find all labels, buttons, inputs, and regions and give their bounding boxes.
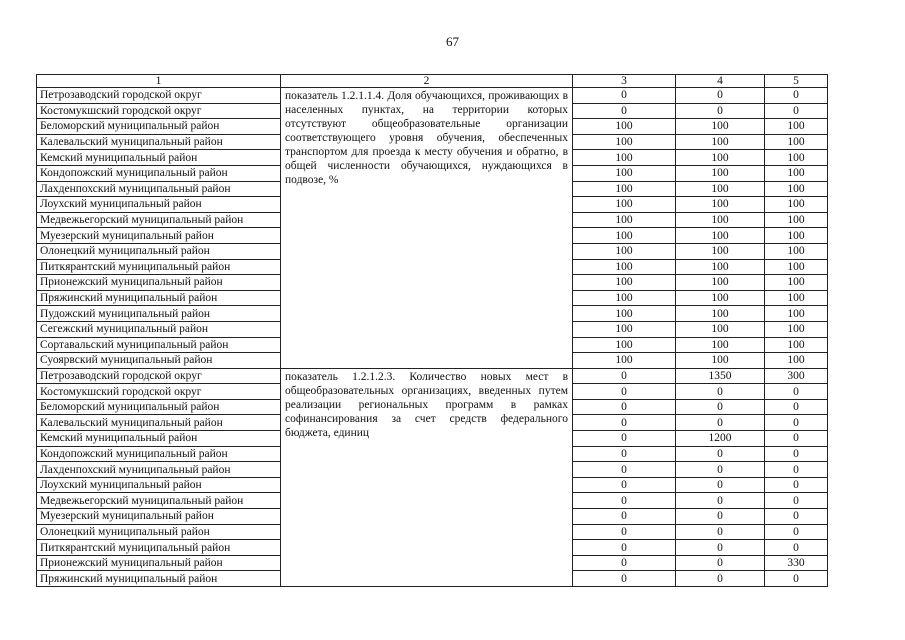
value-cell-c5: 0 <box>765 462 828 478</box>
municipality-name: Муезерский муниципальный район <box>37 509 281 525</box>
value-cell-c5: 0 <box>765 431 828 447</box>
value-cell-c3: 0 <box>573 462 676 478</box>
municipality-name: Сегежский муниципальный район <box>37 321 281 337</box>
value-cell-c3: 100 <box>573 290 676 306</box>
value-cell-c4: 100 <box>676 197 765 213</box>
value-cell-c4: 0 <box>676 88 765 104</box>
page-number: 67 <box>446 34 459 49</box>
value-cell-c3: 100 <box>573 353 676 369</box>
value-cell-c5: 330 <box>765 555 828 571</box>
value-cell-c3: 0 <box>573 477 676 493</box>
value-cell-c5: 100 <box>765 181 828 197</box>
municipality-name: Сортавальский муниципальный район <box>37 337 281 353</box>
value-cell-c4: 0 <box>676 571 765 587</box>
value-cell-c5: 100 <box>765 150 828 166</box>
municipality-name: Калевальский муниципальный район <box>37 134 281 150</box>
value-cell-c5: 0 <box>765 399 828 415</box>
value-cell-c4: 100 <box>676 119 765 135</box>
municipality-name: Прионежский муниципальный район <box>37 555 281 571</box>
value-cell-c5: 100 <box>765 212 828 228</box>
value-cell-c4: 100 <box>676 321 765 337</box>
value-cell-c5: 0 <box>765 571 828 587</box>
municipality-name: Лоухский муниципальный район <box>37 477 281 493</box>
value-cell-c4: 100 <box>676 243 765 259</box>
municipality-name: Пудожский муниципальный район <box>37 306 281 322</box>
value-cell-c3: 100 <box>573 337 676 353</box>
value-cell-c5: 100 <box>765 275 828 291</box>
value-cell-c5: 100 <box>765 321 828 337</box>
value-cell-c4: 100 <box>676 306 765 322</box>
value-cell-c5: 300 <box>765 368 828 384</box>
municipality-name: Кондопожский муниципальный район <box>37 446 281 462</box>
municipality-name: Лоухский муниципальный район <box>37 197 281 213</box>
municipality-name: Костомукшский городской округ <box>37 384 281 400</box>
value-cell-c4: 0 <box>676 477 765 493</box>
value-cell-c4: 100 <box>676 290 765 306</box>
value-cell-c3: 0 <box>573 431 676 447</box>
header-cell-1: 1 <box>37 75 281 88</box>
value-cell-c4: 0 <box>676 103 765 119</box>
value-cell-c3: 0 <box>573 415 676 431</box>
header-cell-5: 5 <box>765 75 828 88</box>
header-row <box>37 75 828 88</box>
value-cell-c3: 0 <box>573 555 676 571</box>
value-cell-c5: 100 <box>765 337 828 353</box>
value-cell-c3: 100 <box>573 228 676 244</box>
municipality-name: Кемский муниципальный район <box>37 150 281 166</box>
municipality-name: Медвежьегорский муниципальный район <box>37 493 281 509</box>
value-cell-c3: 100 <box>573 243 676 259</box>
value-cell-c5: 0 <box>765 540 828 556</box>
value-cell-c4: 100 <box>676 337 765 353</box>
value-cell-c3: 100 <box>573 275 676 291</box>
value-cell-c5: 100 <box>765 259 828 275</box>
municipality-name: Кондопожский муниципальный район <box>37 165 281 181</box>
value-cell-c5: 0 <box>765 446 828 462</box>
value-cell-c4: 100 <box>676 150 765 166</box>
value-cell-c4: 100 <box>676 259 765 275</box>
value-cell-c5: 100 <box>765 353 828 369</box>
municipality-name: Суоярвский муниципальный район <box>37 353 281 369</box>
value-cell-c5: 0 <box>765 103 828 119</box>
value-cell-c3: 100 <box>573 150 676 166</box>
value-cell-c3: 100 <box>573 212 676 228</box>
municipality-name: Пряжинский муниципальный район <box>37 571 281 587</box>
header-cell-4: 4 <box>676 75 765 88</box>
header-cell-3: 3 <box>573 75 676 88</box>
municipality-name: Медвежьегорский муниципальный район <box>37 212 281 228</box>
value-cell-c3: 100 <box>573 197 676 213</box>
value-cell-c4: 100 <box>676 275 765 291</box>
value-cell-c4: 1200 <box>676 431 765 447</box>
municipality-name: Беломорский муниципальный район <box>37 399 281 415</box>
municipality-name: Пряжинский муниципальный район <box>37 290 281 306</box>
value-cell-c3: 0 <box>573 540 676 556</box>
value-cell-c4: 0 <box>676 399 765 415</box>
value-cell-c5: 0 <box>765 88 828 104</box>
value-cell-c3: 0 <box>573 571 676 587</box>
value-cell-c4: 0 <box>676 415 765 431</box>
value-cell-c3: 0 <box>573 509 676 525</box>
municipality-name: Калевальский муниципальный район <box>37 415 281 431</box>
indicator-table <box>36 74 828 587</box>
value-cell-c5: 100 <box>765 165 828 181</box>
municipality-name: Прионежский муниципальный район <box>37 275 281 291</box>
header-cell-2: 2 <box>281 75 573 88</box>
value-cell-c4: 0 <box>676 384 765 400</box>
value-cell-c3: 0 <box>573 524 676 540</box>
value-cell-c3: 0 <box>573 103 676 119</box>
value-cell-c5: 100 <box>765 243 828 259</box>
table-row <box>37 368 828 384</box>
value-cell-c3: 100 <box>573 119 676 135</box>
value-cell-c3: 0 <box>573 384 676 400</box>
municipality-name: Лахденпохский муниципальный район <box>37 181 281 197</box>
value-cell-c5: 0 <box>765 509 828 525</box>
table-row <box>37 88 828 104</box>
value-cell-c3: 100 <box>573 259 676 275</box>
value-cell-c3: 0 <box>573 399 676 415</box>
value-cell-c3: 100 <box>573 181 676 197</box>
municipality-name: Питкярантский муниципальный район <box>37 540 281 556</box>
value-cell-c3: 0 <box>573 446 676 462</box>
value-cell-c5: 100 <box>765 119 828 135</box>
value-cell-c4: 0 <box>676 524 765 540</box>
municipality-name: Петрозаводский городской округ <box>37 88 281 104</box>
value-cell-c4: 100 <box>676 212 765 228</box>
value-cell-c5: 100 <box>765 197 828 213</box>
value-cell-c3: 0 <box>573 368 676 384</box>
value-cell-c3: 0 <box>573 88 676 104</box>
value-cell-c5: 100 <box>765 290 828 306</box>
value-cell-c3: 0 <box>573 493 676 509</box>
value-cell-c4: 1350 <box>676 368 765 384</box>
value-cell-c5: 0 <box>765 477 828 493</box>
value-cell-c4: 100 <box>676 134 765 150</box>
value-cell-c5: 100 <box>765 228 828 244</box>
municipality-name: Муезерский муниципальный район <box>37 228 281 244</box>
value-cell-c5: 0 <box>765 524 828 540</box>
value-cell-c4: 0 <box>676 540 765 556</box>
value-cell-c4: 0 <box>676 555 765 571</box>
municipality-name: Лахденпохский муниципальный район <box>37 462 281 478</box>
value-cell-c4: 0 <box>676 493 765 509</box>
value-cell-c3: 100 <box>573 321 676 337</box>
municipality-name: Олонецкий муниципальный район <box>37 524 281 540</box>
value-cell-c3: 100 <box>573 165 676 181</box>
municipality-name: Костомукшский городской округ <box>37 103 281 119</box>
value-cell-c4: 0 <box>676 509 765 525</box>
value-cell-c4: 100 <box>676 181 765 197</box>
value-cell-c5: 100 <box>765 134 828 150</box>
indicator-description: показатель 1.2.1.2.3. Количество новых мест в общеобразовательных организациях, введенных путем реализации региональных программ в рамках софинансирования за счет средств федерального бюджета, единиц <box>281 368 573 586</box>
value-cell-c3: 100 <box>573 306 676 322</box>
value-cell-c4: 0 <box>676 462 765 478</box>
value-cell-c3: 100 <box>573 134 676 150</box>
value-cell-c5: 0 <box>765 493 828 509</box>
municipality-name: Питкярантский муниципальный район <box>37 259 281 275</box>
value-cell-c4: 100 <box>676 165 765 181</box>
value-cell-c4: 100 <box>676 353 765 369</box>
value-cell-c4: 0 <box>676 446 765 462</box>
value-cell-c5: 100 <box>765 306 828 322</box>
value-cell-c5: 0 <box>765 415 828 431</box>
municipality-name: Петрозаводский городской округ <box>37 368 281 384</box>
municipality-name: Кемский муниципальный район <box>37 431 281 447</box>
indicator-description: показатель 1.2.1.1.4. Доля обучающихся, проживающих в населенных пунктах, на территории которых отсутствуют общеобразовательные организации соответствующего уровня обучения, обеспеченных транспортом для проезда к месту обучения и обратно, в общей численности обучающихся, нуждающихся в подвозе, % <box>281 88 573 369</box>
municipality-name: Беломорский муниципальный район <box>37 119 281 135</box>
value-cell-c5: 0 <box>765 384 828 400</box>
value-cell-c4: 100 <box>676 228 765 244</box>
municipality-name: Олонецкий муниципальный район <box>37 243 281 259</box>
